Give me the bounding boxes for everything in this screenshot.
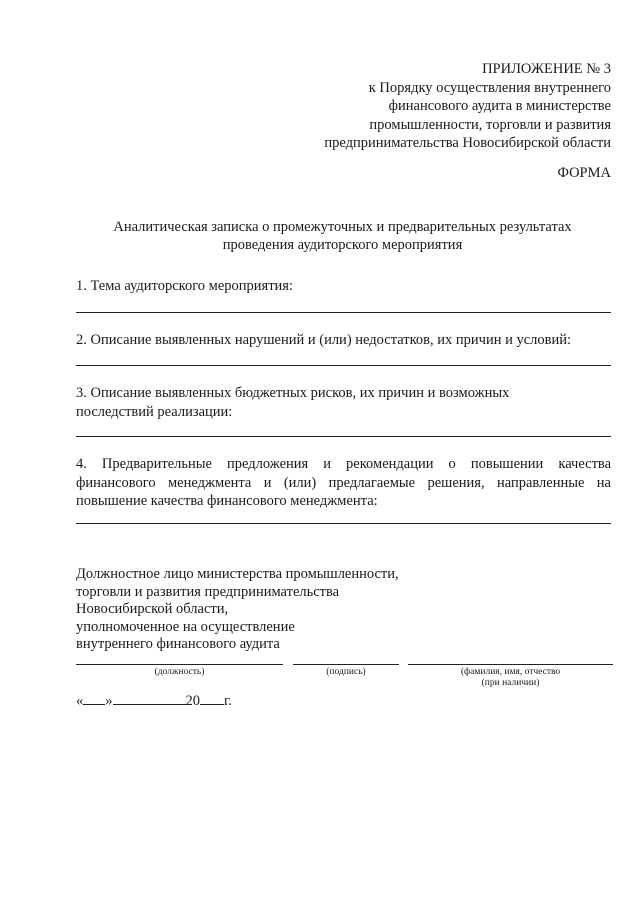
position-caption: (должность)	[154, 667, 205, 677]
item-line: повышение качества финансового менеджмента:	[76, 493, 378, 509]
name-caption	[408, 667, 613, 689]
appendix-header	[251, 60, 611, 153]
item-budget-risks	[76, 384, 611, 421]
appendix-line: предпринимательства Новосибирской области	[324, 135, 611, 151]
fill-line	[76, 436, 611, 437]
name-line	[408, 664, 613, 665]
item-line: 4. Предварительные предложения и рекомендации о повышении качества	[76, 456, 611, 472]
position-line	[76, 664, 283, 665]
title-line: Аналитическая записка о промежуточных и предварительных результатах	[113, 219, 572, 235]
fill-line	[76, 365, 611, 366]
official-line: Должностное лицо министерства промышленности,	[76, 566, 399, 582]
item-violations	[76, 331, 611, 350]
official-line: уполномоченное на осуществление	[76, 618, 295, 635]
appendix-line: финансового аудита в министерстве	[388, 98, 611, 114]
date-open-quote: «	[76, 693, 84, 709]
official-line: торговли и развития предпринимательства	[76, 583, 340, 600]
name-caption-line: (при наличии)	[481, 678, 540, 688]
document-title	[60, 218, 625, 254]
item-audit-topic	[76, 277, 611, 296]
appendix-line: ПРИЛОЖЕНИЕ № 3	[482, 61, 611, 77]
year-prefix: 20	[185, 693, 200, 709]
appendix-line: промышленности, торговли и развития	[369, 116, 611, 133]
day-blank	[83, 690, 105, 705]
signature-caption: (подпись)	[326, 667, 366, 677]
form-label: ФОРМА	[557, 165, 611, 181]
item-line: 3. Описание выявленных бюджетных рисков, их причин и возможных	[76, 385, 510, 401]
item-line: финансового менеджмента и (или) предлагаемые решения, направленные на	[76, 474, 611, 491]
item-line: 1. Тема аудиторского мероприятия:	[76, 278, 293, 294]
date-close-quote: »	[105, 693, 113, 709]
item-line: 2. Описание выявленных нарушений и (или) недостатков, их причин и условий:	[76, 332, 572, 348]
item-recommendations	[76, 455, 611, 511]
official-block	[76, 566, 399, 654]
title-line: проведения аудиторского мероприятия	[222, 237, 463, 253]
year-blank	[200, 690, 224, 705]
fill-line	[76, 523, 611, 524]
year-suffix: г.	[224, 693, 232, 709]
name-caption-line: (фамилия, имя, отчество	[460, 667, 561, 677]
appendix-line: к Порядку осуществления внутреннего	[368, 79, 611, 96]
signature-line	[293, 664, 399, 665]
month-blank	[113, 690, 186, 705]
official-line: внутреннего финансового аудита	[76, 636, 280, 653]
official-line: Новосибирской области,	[76, 601, 229, 618]
fill-line	[76, 312, 611, 313]
date-field	[76, 690, 232, 710]
item-line: последствий реализации:	[76, 403, 233, 420]
